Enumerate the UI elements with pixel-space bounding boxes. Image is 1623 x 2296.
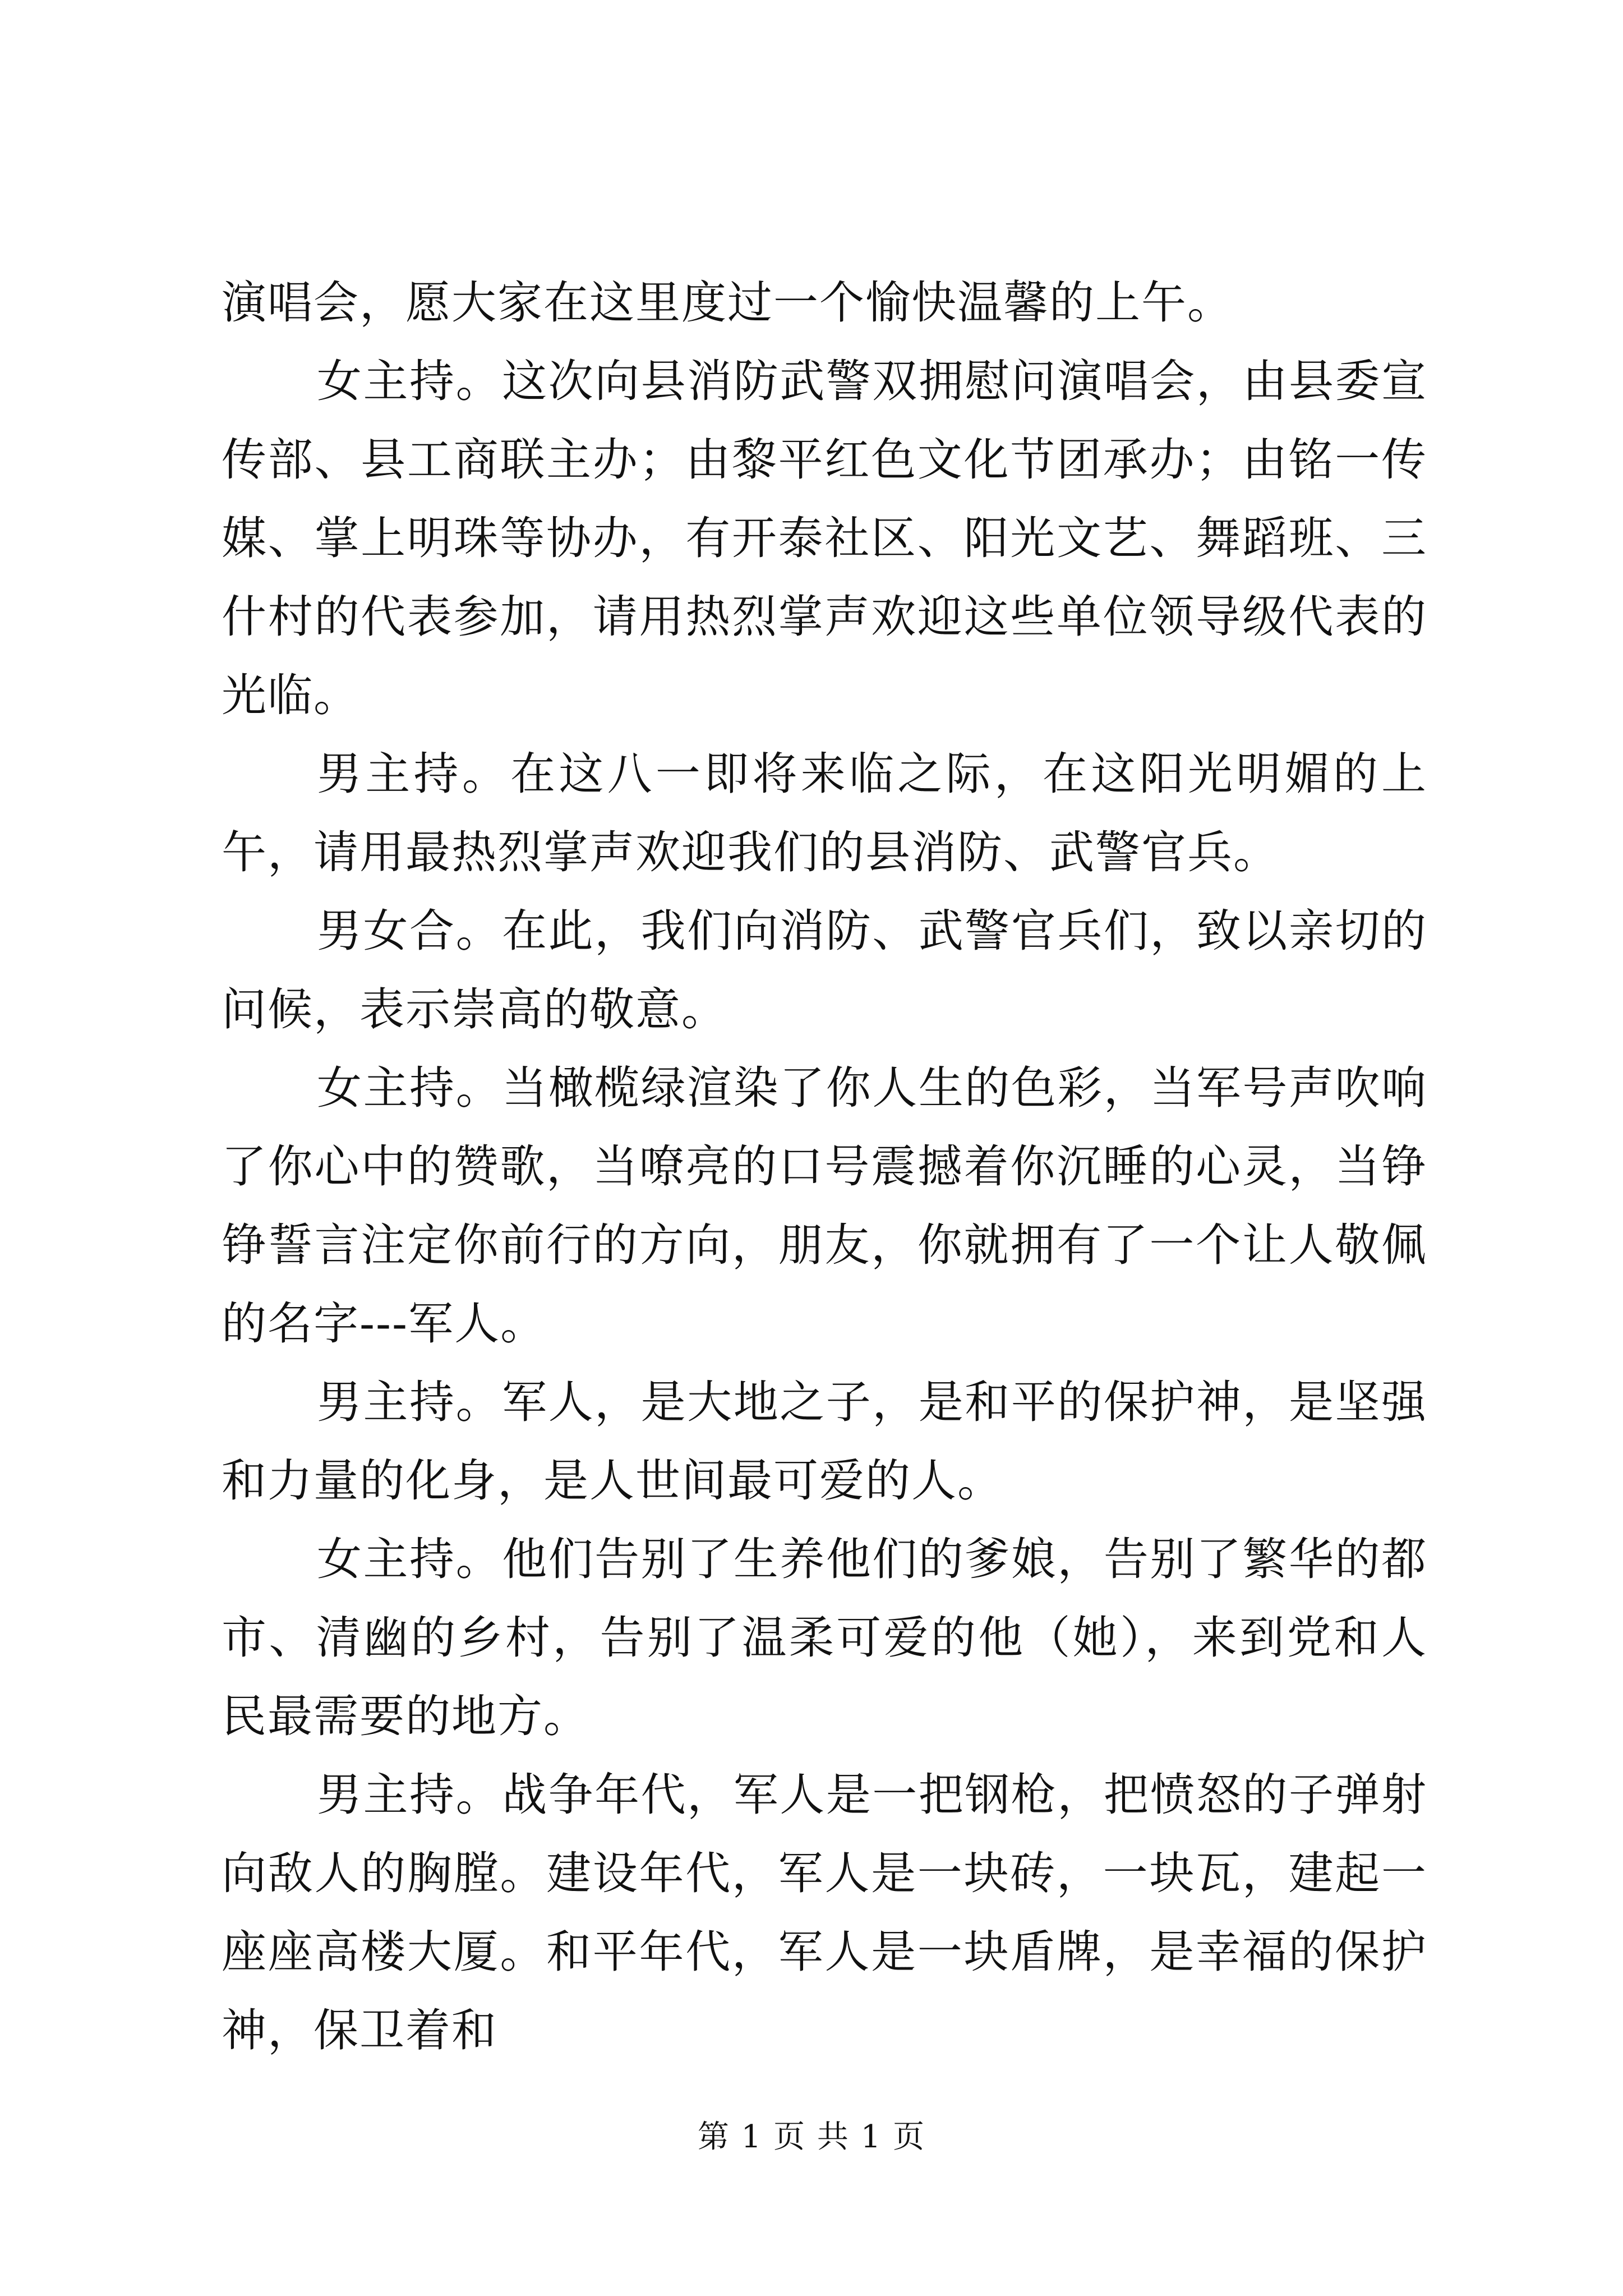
paragraph-6: 男主持。军人，是大地之子，是和平的保护神，是坚强和力量的化身，是人世间最可爱的人。 xyxy=(222,1376,1427,1507)
paragraph-1: 演唱会，愿大家在这里度过一个愉快温馨的上午。 xyxy=(222,277,1233,329)
page-footer: 第 1 页 共 1 页 xyxy=(697,2119,926,2155)
paragraph-5: 女主持。当橄榄绿渲染了你人生的色彩，当军号声吹响了你心中的赞歌，当嘹亮的口号震撼着你沉睡的心灵，当铮铮誓言注定你前行的方向，朋友，你就拥有了一个让人敬佩的名字---军人。 xyxy=(222,1062,1427,1350)
paragraph-8: 男主持。战争年代，军人是一把钢枪，把愤怒的子弹射向敌人的胸膛。建设年代，军人是一块砖，一块瓦，建起一座座高楼大厦。和平年代，军人是一块盾牌，是幸福的保护神，保卫着和 xyxy=(222,1769,1427,2056)
paragraph-7: 女主持。他们告别了生养他们的爹娘，告别了繁华的都市、清幽的乡村，告别了温柔可爱的他（她），来到党和人民最需要的地方。 xyxy=(222,1533,1427,1742)
document-body xyxy=(222,264,1427,2070)
paragraph-3: 男主持。在这八一即将来临之际，在这阳光明媚的上午，请用最热烈掌声欢迎我们的县消防、武警官兵。 xyxy=(222,748,1427,878)
paragraph-4: 男女合。在此，我们向消防、武警官兵们，致以亲切的问候，表示崇高的敬意。 xyxy=(222,905,1427,1036)
paragraph-2: 女主持。这次向县消防武警双拥慰问演唱会，由县委宣传部、县工商联主办；由黎平红色文化节团承办；由铭一传媒、掌上明珠等协办，有开泰社区、阳光文艺、舞蹈班、三什村的代表参加，请用热烈掌声欢迎这些单位领导级代表的光临。 xyxy=(222,355,1427,721)
